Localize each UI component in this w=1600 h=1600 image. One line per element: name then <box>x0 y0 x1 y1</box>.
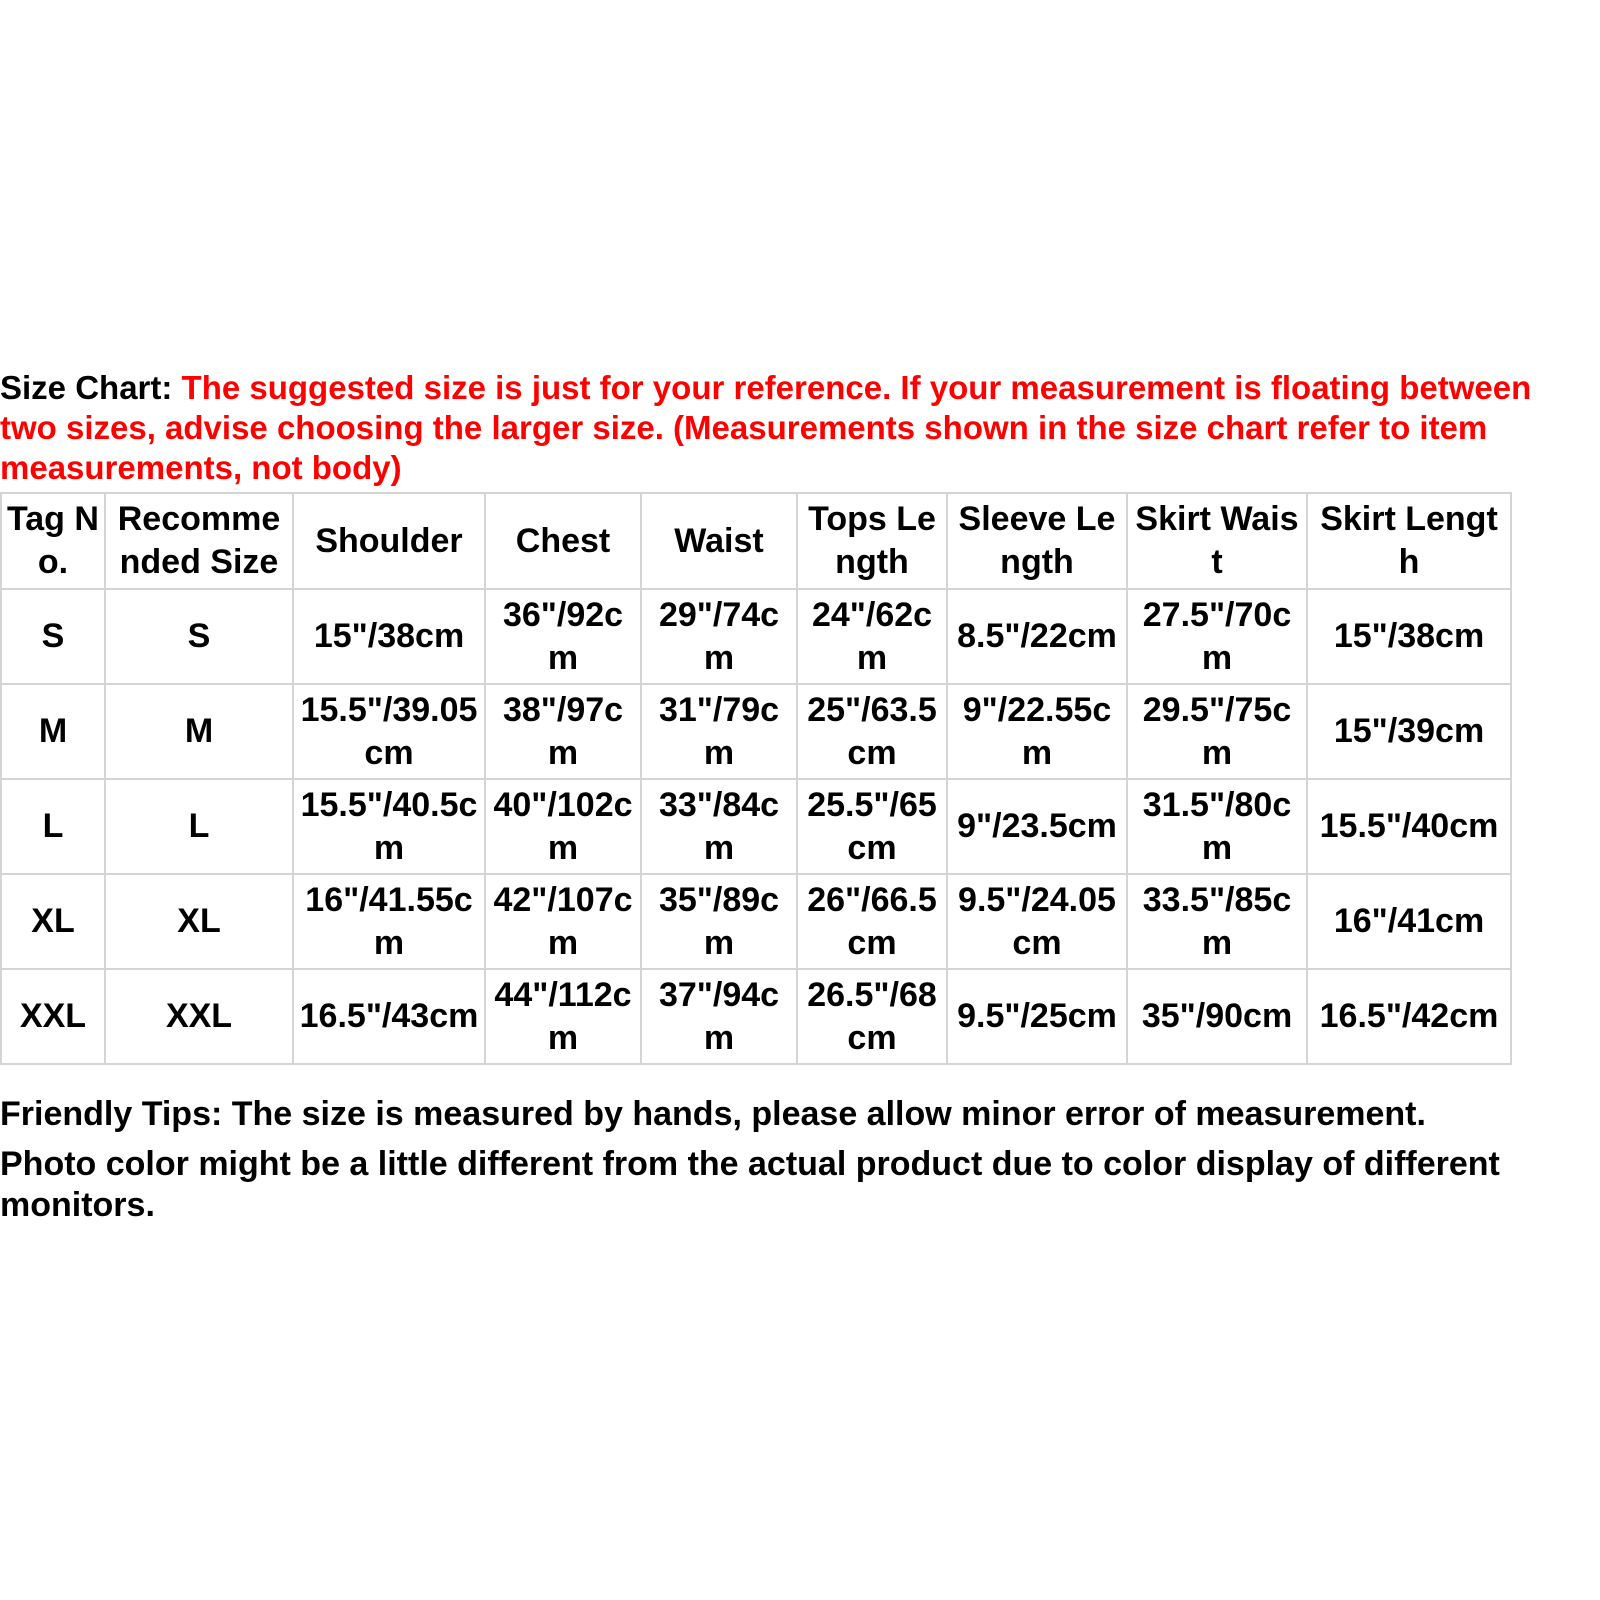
cell-waist: 31"/79cm <box>641 684 797 779</box>
cell-size: XL <box>105 874 293 969</box>
column-header-sleeve-length: Sleeve Length <box>947 493 1127 589</box>
size-chart-notice <box>0 368 1545 488</box>
column-header-waist: Waist <box>641 493 797 589</box>
cell-sleeve-length: 9"/23.5cm <box>947 779 1127 874</box>
cell-waist: 35"/89cm <box>641 874 797 969</box>
cell-waist: 33"/84cm <box>641 779 797 874</box>
size-chart-table <box>0 492 1512 1065</box>
cell-waist: 29"/74cm <box>641 589 797 684</box>
size-chart-notice-text: The suggested size is just for your reference. If your measurement is floating between two sizes, advise choosing the larger size. (Measurements shown in the size chart refer to item measurements, not body) <box>0 369 1532 486</box>
cell-skirt-length: 15.5"/40cm <box>1307 779 1511 874</box>
cell-skirt-length: 16.5"/42cm <box>1307 969 1511 1064</box>
column-header-recommended-size: Recommended Size <box>105 493 293 589</box>
column-header-skirt-length: Skirt Length <box>1307 493 1511 589</box>
cell-skirt-waist: 35"/90cm <box>1127 969 1307 1064</box>
cell-sleeve-length: 9.5"/25cm <box>947 969 1127 1064</box>
table-header-row <box>1 493 1511 589</box>
cell-sleeve-length: 8.5"/22cm <box>947 589 1127 684</box>
cell-skirt-waist: 31.5"/80cm <box>1127 779 1307 874</box>
cell-skirt-length: 15"/38cm <box>1307 589 1511 684</box>
cell-tag: S <box>1 589 105 684</box>
cell-sleeve-length: 9"/22.55cm <box>947 684 1127 779</box>
cell-chest: 40"/102cm <box>485 779 641 874</box>
table-row-s <box>1 589 1511 684</box>
table-row-xl <box>1 874 1511 969</box>
cell-tops-length: 24"/62cm <box>797 589 947 684</box>
cell-shoulder: 15.5"/40.5cm <box>293 779 485 874</box>
cell-chest: 42"/107cm <box>485 874 641 969</box>
cell-shoulder: 15"/38cm <box>293 589 485 684</box>
cell-shoulder: 16.5"/43cm <box>293 969 485 1064</box>
friendly-tips-line: Friendly Tips: The size is measured by hands, please allow minor error of measurement. <box>0 1095 1426 1133</box>
cell-tag: XXL <box>1 969 105 1064</box>
cell-tag: L <box>1 779 105 874</box>
column-header-skirt-waist: Skirt Waist <box>1127 493 1307 589</box>
cell-tops-length: 26"/66.5cm <box>797 874 947 969</box>
cell-chest: 36"/92cm <box>485 589 641 684</box>
cell-size: XXL <box>105 969 293 1064</box>
cell-size: M <box>105 684 293 779</box>
column-header-shoulder: Shoulder <box>293 493 485 589</box>
cell-skirt-length: 16"/41cm <box>1307 874 1511 969</box>
cell-tag: M <box>1 684 105 779</box>
cell-skirt-length: 15"/39cm <box>1307 684 1511 779</box>
cell-tops-length: 25.5"/65cm <box>797 779 947 874</box>
friendly-tips <box>0 1094 1520 1226</box>
column-header-chest: Chest <box>485 493 641 589</box>
cell-chest: 38"/97cm <box>485 684 641 779</box>
cell-skirt-waist: 33.5"/85cm <box>1127 874 1307 969</box>
column-header-tag-no: Tag No. <box>1 493 105 589</box>
cell-tops-length: 25"/63.5cm <box>797 684 947 779</box>
cell-tag: XL <box>1 874 105 969</box>
size-chart-label: Size Chart: <box>0 369 173 406</box>
cell-tops-length: 26.5"/68cm <box>797 969 947 1064</box>
cell-waist: 37"/94cm <box>641 969 797 1064</box>
cell-shoulder: 15.5"/39.05cm <box>293 684 485 779</box>
cell-skirt-waist: 27.5"/70cm <box>1127 589 1307 684</box>
table-row-xxl <box>1 969 1511 1064</box>
cell-sleeve-length: 9.5"/24.05cm <box>947 874 1127 969</box>
table-row-l <box>1 779 1511 874</box>
column-header-tops-length: Tops Length <box>797 493 947 589</box>
cell-chest: 44"/112cm <box>485 969 641 1064</box>
table-row-m <box>1 684 1511 779</box>
cell-skirt-waist: 29.5"/75cm <box>1127 684 1307 779</box>
photo-color-note: Photo color might be a little different from the actual product due to color display of different monitors. <box>0 1145 1500 1224</box>
cell-shoulder: 16"/41.55cm <box>293 874 485 969</box>
cell-size: L <box>105 779 293 874</box>
cell-size: S <box>105 589 293 684</box>
